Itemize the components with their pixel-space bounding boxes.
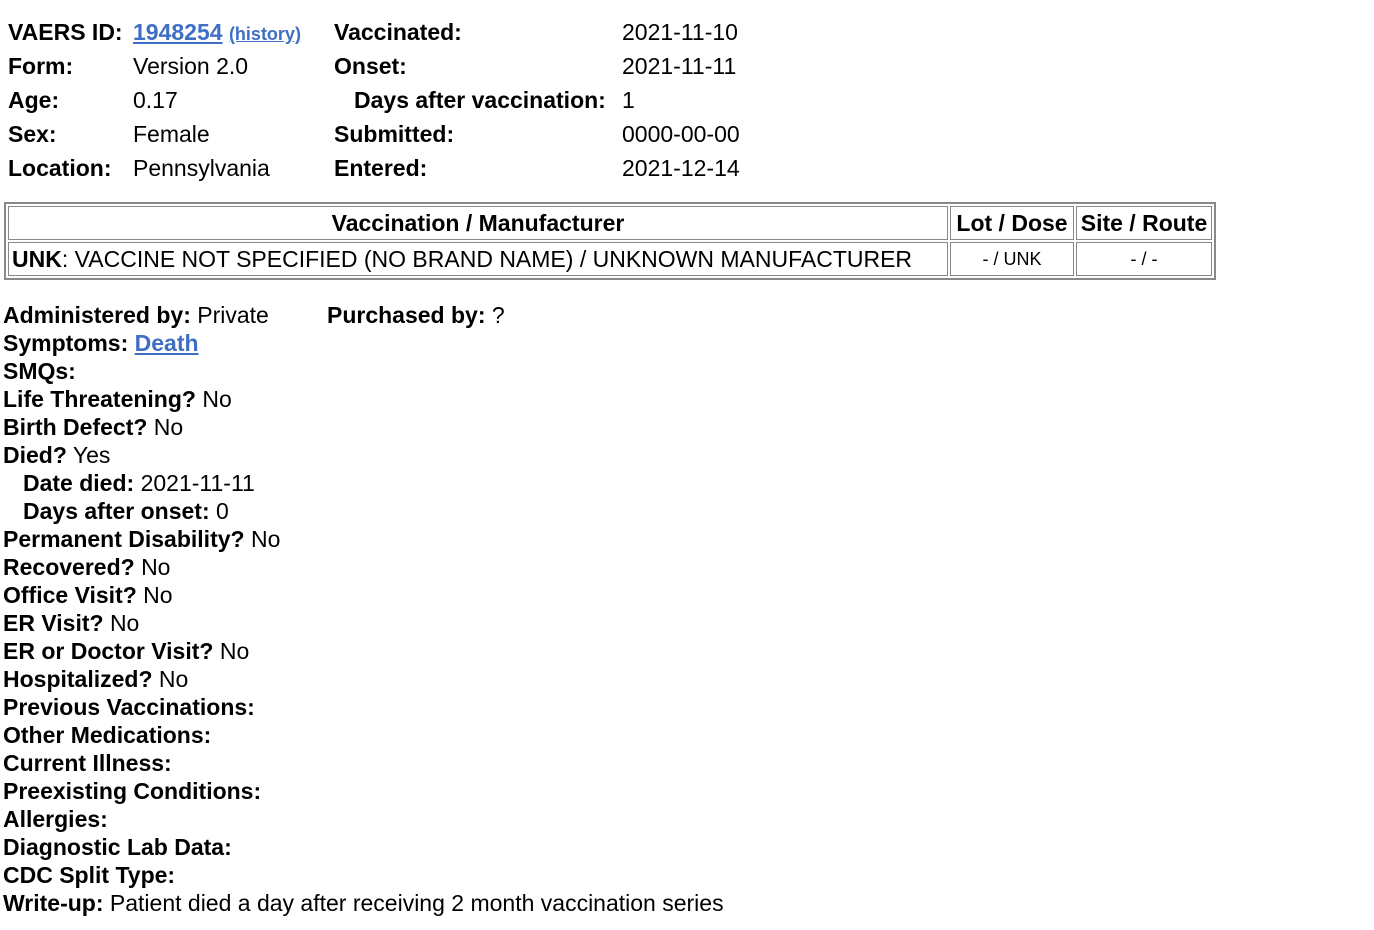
previous-vaccinations-label: Previous Vaccinations: [3,694,255,720]
recovered-value: No [141,554,171,580]
writeup-label: Write-up: [3,890,104,916]
office-visit-value: No [143,582,173,608]
writeup-line [3,889,724,917]
vaccine-description: : VACCINE NOT SPECIFIED (NO BRAND NAME) / UNKNOWN MANUFACTURER [61,245,913,272]
date-died-line [3,469,724,497]
cdc-split-type-label: CDC Split Type: [3,862,176,888]
died-line [3,441,724,469]
office-visit-label: Office Visit? [3,582,137,608]
report-details [3,301,724,917]
hospitalized-value: No [158,666,189,692]
er-visit-value: No [109,610,140,636]
onset-value: 2021-11-11 [622,53,737,79]
days-after-vaccination-value: 1 [622,87,635,113]
purchased-value: ? [491,302,505,328]
recovered-line [3,553,724,581]
vaers-id-label: VAERS ID: [8,19,123,45]
administered-line [3,301,724,329]
symptoms-label: Symptoms: [3,330,129,356]
other-medications-label: Other Medications: [3,722,212,748]
sex-label: Sex: [8,121,57,147]
submitted-label: Submitted: [334,121,455,147]
diagnostic-lab-data-label: Diagnostic Lab Data: [3,834,232,860]
died-value: Yes [72,442,111,468]
administered-label: Administered by: [3,302,191,328]
er-doctor-visit-label: ER or Doctor Visit? [3,638,214,664]
vaers-id-link[interactable]: 1948254 [133,19,223,45]
submitted-value: 0000-00-00 [622,121,740,147]
birth-defect-label: Birth Defect? [3,414,148,440]
days-after-vaccination-label: Days after vaccination: [354,87,606,113]
purchased-group [327,301,505,329]
sex-value: Female [133,121,210,147]
vaccinated-label: Vaccinated: [334,19,462,45]
writeup-text: Patient died a day after receiving 2 month vaccination series [109,890,724,916]
vaccine-code: UNK [12,245,62,272]
hospitalized-label: Hospitalized? [3,666,153,692]
site-route-cell: - / - [1076,242,1212,276]
birth-defect-value: No [153,414,184,440]
er-visit-label: ER Visit? [3,610,104,636]
table-row [8,242,1212,276]
symptom-death-link[interactable]: Death [134,330,199,356]
date-died-label: Date died: [23,470,135,496]
recovered-label: Recovered? [3,554,135,580]
days-after-onset-line [3,497,724,525]
allergies-line [3,805,724,833]
smqs-line [3,357,724,385]
er-doctor-visit-line [3,637,724,665]
current-illness-label: Current Illness: [3,750,172,776]
onset-label: Onset: [334,53,407,79]
age-label: Age: [8,87,60,113]
cdc-split-type-line [3,861,724,889]
administered-value: Private [197,302,269,328]
form-value: Version 2.0 [133,53,249,79]
smqs-label: SMQs: [3,358,76,384]
birth-defect-line [3,413,724,441]
hospitalized-line [3,665,724,693]
vaccine-table-header-row [8,206,1212,240]
history-link[interactable]: (history) [228,24,301,44]
diagnostic-lab-data-line [3,833,724,861]
er-doctor-visit-value: No [219,638,250,664]
current-illness-line [3,749,724,777]
preexisting-conditions-line [3,777,724,805]
vaccine-table [4,202,1216,280]
purchased-label: Purchased by: [327,302,486,328]
days-after-onset-value: 0 [216,498,229,524]
age-value: 0.17 [133,87,178,113]
allergies-label: Allergies: [3,806,108,832]
location-label: Location: [8,155,112,181]
vaccine-cell [8,242,948,276]
permanent-disability-label: Permanent Disability? [3,526,245,552]
form-label: Form: [8,53,74,79]
lot-dose-cell: - / UNK [950,242,1074,276]
office-visit-line [3,581,724,609]
life-threatening-line [3,385,724,413]
col-site-route: Site / Route [1076,206,1212,240]
permanent-disability-value: No [250,526,281,552]
days-after-onset-label: Days after onset: [23,498,210,524]
life-threatening-label: Life Threatening? [3,386,196,412]
preexisting-conditions-label: Preexisting Conditions: [3,778,262,804]
date-died-value: 2021-11-11 [140,470,255,496]
location-value: Pennsylvania [133,155,270,181]
col-lot-dose: Lot / Dose [950,206,1074,240]
er-visit-line [3,609,724,637]
died-label: Died? [3,442,67,468]
previous-vaccinations-line [3,693,724,721]
life-threatening-value: No [202,386,232,412]
entered-label: Entered: [334,155,428,181]
other-medications-line [3,721,724,749]
col-vaccination-manufacturer: Vaccination / Manufacturer [8,206,948,240]
entered-value: 2021-12-14 [622,155,740,181]
permanent-disability-line [3,525,724,553]
symptoms-line [3,329,724,357]
vaccinated-value: 2021-11-10 [622,19,738,45]
